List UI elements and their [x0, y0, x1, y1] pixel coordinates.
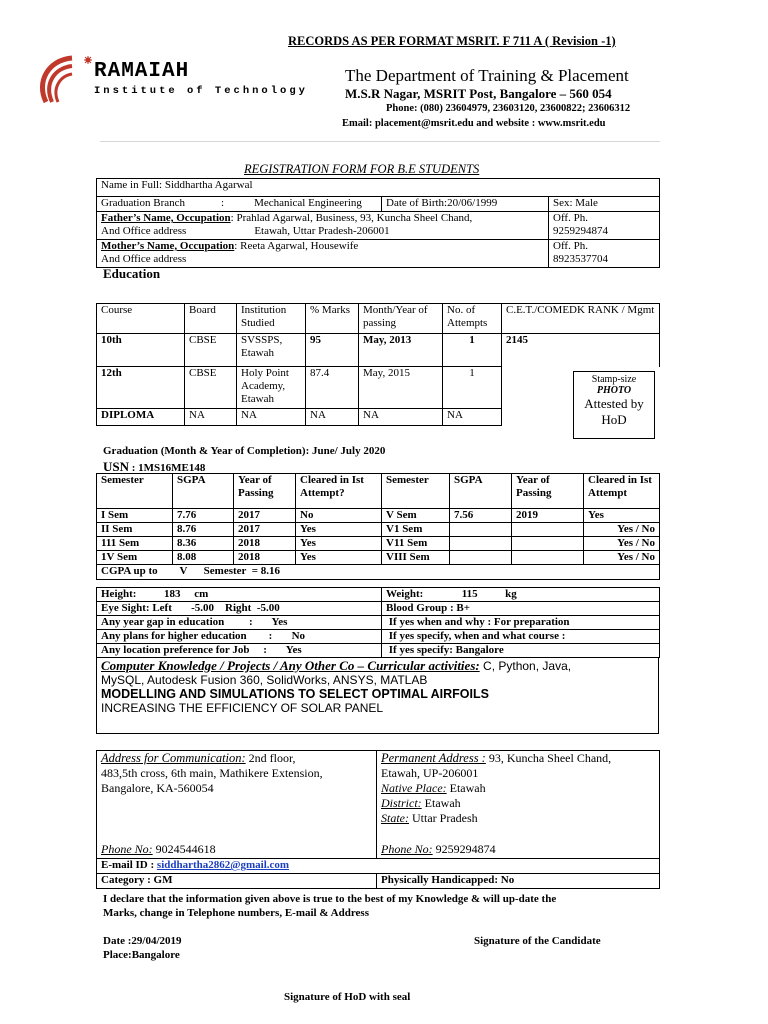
- sem-cell: I Sem: [97, 509, 173, 523]
- branch-field: [97, 197, 382, 212]
- usn-label: USN: [103, 459, 130, 474]
- edu-header-course: Course: [97, 304, 185, 334]
- sem-cell: [450, 551, 512, 565]
- activities-value-2: MySQL, Autodesk Fusion 360, SolidWorks, ANSYS, MATLAB: [101, 673, 428, 687]
- sem-cell: V11 Sem: [382, 537, 450, 551]
- sem-cell: 7.76: [173, 509, 234, 523]
- district-value: Etawah: [421, 796, 461, 810]
- state-label: State:: [381, 811, 409, 825]
- location-preference-field: Any location preference for Job : Yes: [97, 644, 382, 658]
- activities-line-1: [101, 659, 654, 673]
- sem-cell: Yes / No: [584, 523, 660, 537]
- edu-row-month: May, 2013: [359, 334, 443, 367]
- sem-cell: Yes: [296, 551, 382, 565]
- edu-row-marks: 87.4: [306, 367, 359, 409]
- hod-signature-label: Signature of HoD with seal: [284, 991, 411, 1003]
- father-value: : Prahlad Agarwal, Business, 93, Kuncha Sheel Chand,: [230, 212, 473, 224]
- district: [381, 796, 655, 811]
- comm-phone-value: 9024544618: [152, 842, 216, 856]
- sem-cell: [512, 551, 584, 565]
- sem-cell: 2018: [234, 551, 296, 565]
- email-field: [97, 859, 660, 874]
- sem-cell: 7.56: [450, 509, 512, 523]
- father-address: Etawah, Uttar Pradesh-206001: [254, 225, 390, 237]
- native-value: Etawah: [446, 781, 486, 795]
- father-office-label: And Office address: [101, 225, 187, 237]
- mother-phone-field: [549, 240, 660, 268]
- handicapped-field: Physically Handicapped: No: [377, 874, 660, 889]
- activities-box: [96, 657, 659, 734]
- form-title: REGISTRATION FORM FOR B.E STUDENTS: [244, 162, 480, 176]
- sem-header: SGPA: [173, 474, 234, 509]
- state: [381, 811, 655, 826]
- sem-cell: Yes: [296, 537, 382, 551]
- header-divider: [100, 141, 660, 142]
- mother-office-label: And Office address: [101, 253, 187, 265]
- photo-line-4: HoD: [601, 412, 627, 427]
- edu-row-attempts: NA: [443, 409, 502, 426]
- ramaiah-logo-icon: [36, 52, 98, 108]
- edu-header-institution: Institution Studied: [237, 304, 306, 334]
- permanent-address-cell: [377, 751, 660, 859]
- dob-field: Date of Birth:20/06/1999: [382, 197, 549, 212]
- sem-header: Cleared in Ist Attempt?: [296, 474, 382, 509]
- edu-row-institution: NA: [237, 409, 306, 426]
- sem-cell: [450, 523, 512, 537]
- graduation-completion: Graduation (Month & Year of Completion): June/ July 2020: [103, 445, 386, 457]
- sem-cell: 2018: [234, 537, 296, 551]
- blood-group-field: Blood Group : B+: [382, 602, 660, 616]
- mother-line-1: [101, 240, 544, 253]
- father-field: [97, 212, 549, 240]
- edu-row-institution: Holy Point Academy, Etawah: [237, 367, 306, 409]
- edu-row-board: NA: [185, 409, 237, 426]
- project-2: INCREASING THE EFFICIENCY OF SOLAR PANEL: [101, 701, 384, 715]
- edu-row-institution: SVSSPS, Etawah: [237, 334, 306, 367]
- logo-wordmark: RAMAIAH: [94, 60, 190, 83]
- category-field: Category : GM: [97, 874, 377, 889]
- mother-phone-value: 8923537704: [553, 253, 608, 265]
- sem-cell: 8.76: [173, 523, 234, 537]
- edu-row-month: NA: [359, 409, 443, 426]
- perm-value-1: 93, Kuncha Sheel Chand,: [485, 751, 612, 765]
- sem-cell: Yes / No: [584, 551, 660, 565]
- project-1: MODELLING AND SIMULATIONS TO SELECT OPTIMAL AIRFOILS: [101, 687, 489, 701]
- sem-cell: 111 Sem: [97, 537, 173, 551]
- declaration-line-1: I declare that the information given above is true to the best of my Knowledge & will up-date the: [103, 893, 557, 905]
- father-phone-label: Off. Ph.: [553, 212, 588, 224]
- sem-cell: 8.36: [173, 537, 234, 551]
- personal-details-table: [96, 178, 660, 268]
- mother-label: Mother’s Name, Occupation: [101, 240, 235, 252]
- mother-field: [97, 240, 549, 268]
- sem-header: Year of Passing: [234, 474, 296, 509]
- edu-row-board: CBSE: [185, 334, 237, 367]
- email-label: E-mail ID :: [101, 859, 155, 871]
- perm-phone: [381, 842, 496, 857]
- ramaiah-logo: [36, 52, 98, 108]
- comm-value-3: Bangalore, KA-560054: [101, 781, 214, 795]
- logo-subtitle: Institute of Technology: [94, 85, 308, 97]
- activities-label: Computer Knowledge / Projects / Any Other Co – Curricular activities:: [101, 658, 480, 673]
- sem-header: Semester: [382, 474, 450, 509]
- sem-cell: [512, 537, 584, 551]
- sem-cell: II Sem: [97, 523, 173, 537]
- edu-header-attempts: No. of Attempts: [443, 304, 502, 334]
- candidate-signature-label: Signature of the Candidate: [474, 935, 601, 947]
- higher-education-detail: If yes specify, when and what course :: [382, 630, 660, 644]
- sem-cell: 2017: [234, 509, 296, 523]
- branch-separator: :: [221, 197, 225, 209]
- sem-cell: 2019: [512, 509, 584, 523]
- email-link[interactable]: siddhartha2862@gmail.com: [156, 859, 290, 871]
- weight-field: Weight: 115 kg: [382, 588, 660, 602]
- location-preference-detail: If yes specify: Bangalore: [382, 644, 660, 658]
- cgpa-field: CGPA up to V Semester = 8.16: [97, 565, 660, 580]
- sem-header: Cleared in Ist Attempt: [584, 474, 660, 509]
- perm-phone-value: 9259294874: [432, 842, 496, 856]
- sem-cell: Yes: [296, 523, 382, 537]
- edu-row-course: 12th: [97, 367, 185, 409]
- activities-value-1: C, Python, Java,: [479, 659, 572, 673]
- father-line-1: [101, 212, 544, 225]
- height-field: Height: 183 cm: [97, 588, 382, 602]
- comm-line-1: [101, 751, 372, 766]
- institute-address: M.S.R Nagar, MSRIT Post, Bangalore – 560 054: [345, 86, 612, 101]
- sex-field: Sex: Male: [549, 197, 660, 212]
- year-gap-field: Any year gap in education : Yes: [97, 616, 382, 630]
- father-phone-value: 9259294874: [553, 225, 608, 237]
- native-label: Native Place:: [381, 781, 447, 795]
- institute-phone: Phone: (080) 23604979, 23603120, 23600822; 23606312: [386, 103, 631, 114]
- mother-value: : Reeta Agarwal, Housewife: [234, 240, 359, 252]
- sem-cell: V Sem: [382, 509, 450, 523]
- sem-cell: Yes / No: [584, 537, 660, 551]
- sem-cell: 2017: [234, 523, 296, 537]
- declaration-date: Date :29/04/2019: [103, 935, 182, 947]
- edu-row-course: 10th: [97, 334, 185, 367]
- sem-cell: [450, 537, 512, 551]
- edu-row-attempts: 1: [443, 334, 502, 367]
- sem-cell: VIII Sem: [382, 551, 450, 565]
- semester-table: [96, 473, 660, 580]
- photo-line-3: Attested by: [584, 396, 644, 411]
- address-table: [96, 750, 660, 889]
- sem-header: Year of Passing: [512, 474, 584, 509]
- edu-row-course: DIPLOMA: [97, 409, 185, 426]
- edu-header-board: Board: [185, 304, 237, 334]
- comm-value-2: 483,5th cross, 6th main, Mathikere Extension,: [101, 766, 323, 780]
- higher-education-field: Any plans for higher education : No: [97, 630, 382, 644]
- usn-value: : 1MS16ME148: [131, 462, 206, 474]
- edu-row-marks: NA: [306, 409, 359, 426]
- sem-cell: No: [296, 509, 382, 523]
- photo-line-2: PHOTO: [596, 385, 632, 396]
- edu-row-month: May, 2015: [359, 367, 443, 409]
- sem-cell: 8.08: [173, 551, 234, 565]
- edu-row-board: CBSE: [185, 367, 237, 409]
- comm-label: Address for Communication:: [101, 751, 246, 765]
- father-phone-field: [549, 212, 660, 240]
- father-line-2: [101, 225, 544, 238]
- edu-row-attempts: 1: [443, 367, 502, 409]
- edu-header-marks: % Marks: [306, 304, 359, 334]
- district-label: District:: [381, 796, 422, 810]
- declaration-place: Place:Bangalore: [103, 949, 180, 961]
- photo-line-1: Stamp-size: [591, 374, 637, 385]
- sem-cell: Yes: [584, 509, 660, 523]
- comm-phone: [101, 842, 216, 857]
- edu-row-rank: 2145: [502, 334, 660, 367]
- photo-box: [573, 371, 655, 439]
- sem-cell: [512, 523, 584, 537]
- department-title: The Department of Training & Placement: [345, 66, 629, 85]
- name-field: Name in Full: Siddhartha Agarwal: [97, 179, 660, 197]
- perm-line-1: [381, 751, 655, 766]
- perm-value-2: Etawah, UP-206001: [381, 766, 479, 780]
- institute-email: Email: placement@msrit.edu and website : www.msrit.edu: [342, 118, 606, 129]
- branch-label: Graduation Branch: [101, 197, 185, 209]
- education-heading: Education: [103, 266, 161, 281]
- comm-phone-label: Phone No:: [101, 842, 153, 856]
- perm-phone-label: Phone No:: [381, 842, 433, 856]
- branch-value: Mechanical Engineering: [254, 197, 362, 209]
- sem-header: SGPA: [450, 474, 512, 509]
- native-place: [381, 781, 655, 796]
- year-gap-reason: If yes when and why : For preparation: [382, 616, 660, 630]
- father-label: Father’s Name, Occupation: [101, 212, 231, 224]
- sem-header: Semester: [97, 474, 173, 509]
- mother-phone-label: Off. Ph.: [553, 240, 588, 252]
- sem-cell: 1V Sem: [97, 551, 173, 565]
- declaration-line-2: Marks, change in Telephone numbers, E-mail & Address: [103, 907, 369, 919]
- eyesight-field: Eye Sight: Left -5.00 Right -5.00: [97, 602, 382, 616]
- comm-value-1: 2nd floor,: [245, 751, 296, 765]
- edu-header-month: Month/Year of passing: [359, 304, 443, 334]
- edu-row-marks: 95: [306, 334, 359, 367]
- sem-cell: V1 Sem: [382, 523, 450, 537]
- edu-header-rank: C.E.T./COMEDK RANK / Mgmt: [502, 304, 660, 334]
- perm-label: Permanent Address :: [381, 751, 486, 765]
- communication-address-cell: [97, 751, 377, 859]
- physical-table: [96, 587, 660, 658]
- state-value: Uttar Pradesh: [409, 811, 478, 825]
- records-format-line: RECORDS AS PER FORMAT MSRIT. F 711 A ( Revision -1): [288, 34, 616, 48]
